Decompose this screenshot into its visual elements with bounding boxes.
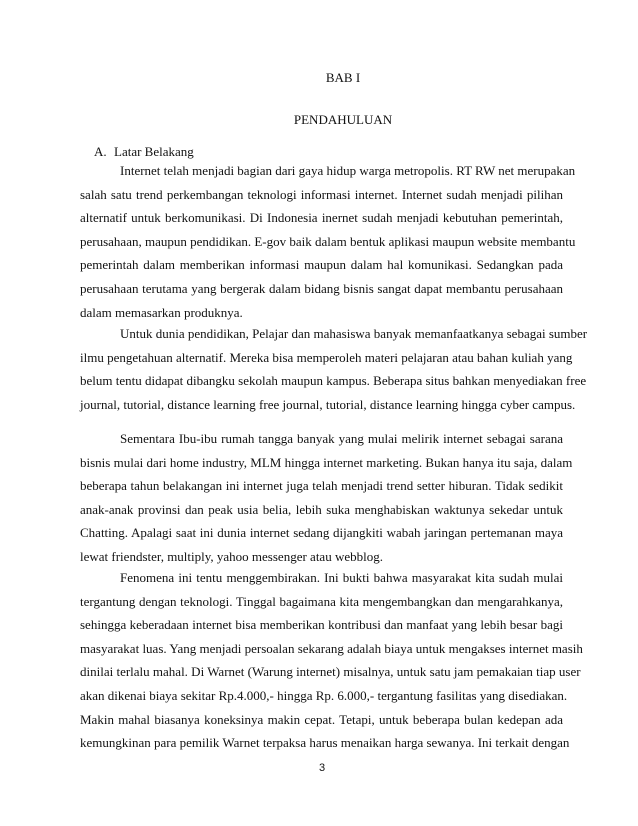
paragraph-line: alternatif untuk berkomunikasi. Di Indonesia inernet sudah menjadi kebutuhan pemerintah, <box>80 210 563 226</box>
section-title: Latar Belakang <box>114 144 194 159</box>
paragraph-line: lewat friendster, multiply, yahoo messenger atau webblog. <box>80 548 383 564</box>
page-number: 3 <box>318 762 326 774</box>
paragraph-line: bisnis mulai dari home industry, MLM hingga internet marketing. Bukan hanya itu saja, dalam <box>80 454 573 470</box>
chapter-title: PENDAHULUAN <box>293 112 393 127</box>
paragraph-line: kemungkinan para pemilik Warnet terpaksa harus menaikan harga sewanya. Ini terkait dengan <box>80 735 570 751</box>
paragraph-line: Internet telah menjadi bagian dari gaya hidup warga metropolis. RT RW net merupakan <box>120 163 576 178</box>
paragraph-line: anak-anak provinsi dan peak usia belia, lebih suka menghabiskan waktunya sekedar untuk <box>80 501 563 517</box>
paragraph-3 <box>80 427 573 569</box>
paragraph-line: sehingga keberadaan internet bisa memberikan kontribusi dan manfaat yang lebih besar bagi <box>80 617 563 633</box>
paragraph-line: akan dikenai biaya sekitar Rp.4.000,- hingga Rp. 6.000,- tergantung fasilitas yang disediakan. <box>80 687 568 703</box>
paragraph-line: perusahaan, maupun pendidikan. E-gov baik dalam bentuk aplikasi maupun website membantu <box>80 233 576 249</box>
paragraph-line: pemerintah dalam memberikan informasi maupun dalam hal komunikasi. Sedangkan pada <box>80 257 563 273</box>
paragraph-line: Untuk dunia pendidikan, Pelajar dan mahasiswa banyak memanfaatkanya sebagai sumber <box>120 326 588 341</box>
section-letter: A. <box>94 144 107 159</box>
paragraph-line: salah satu trend perkembangan teknologi informasi internet. Internet sudah menjadi pilihan <box>80 186 563 202</box>
paragraph-4 <box>80 566 583 755</box>
paragraph-line: Fenomena ini tentu menggembirakan. Ini bukti bahwa masyarakat kita sudah mulai <box>120 570 563 585</box>
paragraph-line: dinilai terlalu mahal. Di Warnet (Warung internet) misalnya, untuk satu jam pemakaian tiap user <box>80 664 581 680</box>
chapter-number: BAB I <box>325 70 361 85</box>
paragraph-line: Sementara Ibu-ibu rumah tangga banyak yang mulai melirik internet sebagai sarana <box>120 431 563 446</box>
paragraph-line: belum tentu didapat dibangku sekolah maupun kampus. Beberapa situs bahkan menyediakan free <box>80 373 587 389</box>
paragraph-line: Chatting. Apalagi saat ini dunia internet sedang dijangkiti wabah jaringan pertemanan maya <box>80 525 563 541</box>
paragraph-1 <box>80 159 576 324</box>
paragraph-2 <box>80 322 588 416</box>
paragraph-line: journal, tutorial, distance learning free journal, tutorial, distance learning hingga cyber campus. <box>80 396 576 412</box>
paragraph-line: Makin mahal biasanya koneksinya makin cepat. Tetapi, untuk beberapa bulan kedepan ada <box>80 711 563 727</box>
paragraph-line: ilmu pengetahuan alternatif. Mereka bisa memperoleh materi pelajaran atau bahan kuliah yang <box>80 349 573 365</box>
paragraph-line: beberapa tahun belakangan ini internet juga telah menjadi trend setter hiburan. Tidak sedikit <box>80 478 563 494</box>
paragraph-line: dalam memasarkan produknya. <box>80 304 243 320</box>
paragraph-line: perusahaan terutama yang bergerak dalam bidang bisnis sangat dapat membantu perusahaan <box>80 280 563 296</box>
section-heading <box>94 144 194 160</box>
paragraph-line: masyarakat luas. Yang menjadi persoalan sekarang adalah biaya untuk mengakses internet masih <box>80 640 583 656</box>
paragraph-line: tergantung dengan teknologi. Tinggal bagaimana kita mengembangkan dan mengarahkanya, <box>80 593 563 609</box>
